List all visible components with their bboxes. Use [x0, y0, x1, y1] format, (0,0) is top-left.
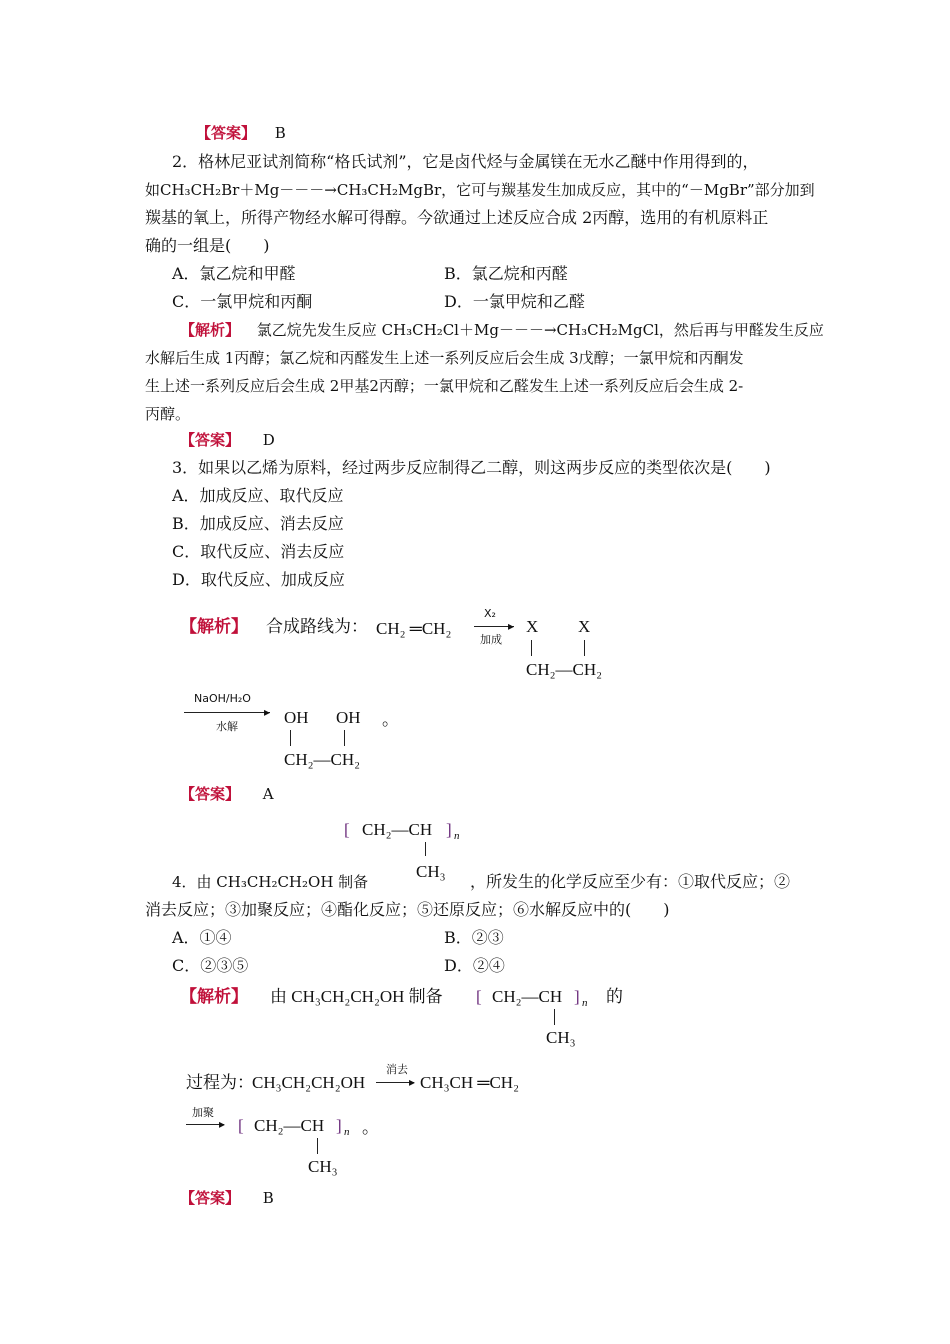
q3-route-label: 合成路线为： — [266, 617, 368, 636]
polymer-methyl: CH₃ — [546, 1028, 576, 1047]
hydroxyl-right: OH — [336, 708, 361, 727]
propene-formula: CH₃CH ═CH₂ — [420, 1073, 519, 1092]
arrow2-condition: 加聚 — [192, 1106, 214, 1119]
q1-answer: B — [274, 124, 286, 142]
q3-answer: A — [262, 785, 274, 803]
arrow2-head: ▸ — [264, 705, 271, 719]
q2-option-d: D．一氯甲烷和乙醛 — [444, 292, 585, 311]
q3-option-b: B．加成反应、消去反应 — [172, 514, 344, 533]
q2-analysis-text1: 氯乙烷先发生反应 CH₃CH₂Cl＋Mg－－－→CH₃CH₂MgCl，然后再与甲醛发生反应 — [256, 321, 824, 339]
propanol-formula: CH₃CH₂CH₂OH — [252, 1073, 366, 1092]
q2-option-b: B．氯乙烷和丙醛 — [444, 264, 568, 283]
analysis-tag: 【解析】 — [180, 987, 248, 1007]
polymer-main-chain: CH₂—CH — [492, 987, 563, 1006]
halogen-right: X — [578, 617, 591, 636]
answer-tag: 【答案】 — [180, 431, 241, 449]
q2-stem-line2: 如CH₃CH₂Br＋Mg－－－→CH₃CH₂MgBr，它可与羰基发生加成反应，其中的“－MgBr”部分加到 — [145, 181, 815, 199]
q2-answer-line — [180, 430, 275, 450]
arrow2-reagent: NaOH/H₂O — [194, 692, 251, 705]
polymer-bracket-right: ] — [446, 820, 452, 839]
arrow2-line — [184, 712, 270, 713]
q2-analysis-line2: 水解后生成 1丙醇；氯乙烷和丙醛发生上述一系列反应后会生成 3戊醇；一氯甲烷和丙酮发 — [145, 349, 744, 367]
polymer-degree: n — [454, 830, 460, 842]
q3-analysis-tag-line — [180, 617, 248, 637]
q4-analysis-from: 由 CH₃CH₂CH₂OH 制备 — [270, 987, 443, 1006]
bond-right — [584, 640, 585, 656]
q3-answer-line — [180, 784, 274, 804]
arrow1-reagent: X₂ — [484, 607, 496, 620]
q3-option-c: C．取代反应、消去反应 — [172, 542, 345, 561]
polymer-methyl: CH₃ — [308, 1157, 338, 1176]
q3-stem: 3．如果以乙烯为原料，经过两步反应制得乙二醇，则这两步反应的类型依次是( ) — [172, 458, 771, 477]
q3-option-a: A．加成反应、取代反应 — [172, 486, 344, 505]
arrow2-condition: 水解 — [216, 720, 238, 733]
q2-analysis-line4: 丙醇。 — [145, 405, 191, 423]
halogen-left: X — [526, 617, 539, 636]
q2-analysis-line1 — [180, 320, 824, 340]
polymer-branch-bond — [317, 1138, 318, 1154]
dihalide-chain: CH₂—CH₂ — [526, 660, 603, 679]
polymer-bracket-left: [ — [238, 1116, 244, 1135]
polymer-bracket-right: ] — [574, 987, 580, 1006]
q4-option-a: A．①④ — [172, 928, 232, 947]
q4-stem-part1: 4．由 CH₃CH₂CH₂OH 制备 — [172, 873, 369, 891]
q4-stem-part2: ，所发生的化学反应至少有：①取代反应；② — [470, 872, 791, 891]
arrow1-condition: 消去 — [386, 1063, 408, 1076]
bond-left — [290, 730, 291, 746]
end-mark: 。 — [362, 1118, 379, 1137]
answer-tag: 【答案】 — [196, 124, 257, 142]
q4-stem-line2: 消去反应；③加聚反应；④酯化反应；⑤还原反应；⑥水解反应中的( ) — [145, 900, 670, 919]
q2-stem-line4: 确的一组是( ) — [145, 236, 270, 255]
q4-option-b: B．②③ — [444, 928, 504, 947]
bond-left — [531, 640, 532, 656]
arrow1-head: ▸ — [409, 1075, 416, 1089]
bond-right — [344, 730, 345, 746]
arrow2-head: ▸ — [219, 1117, 226, 1131]
q4-analysis-tag-line — [180, 987, 248, 1007]
q2-stem-line3: 羰基的氧上，所得产物经水解可得醇。今欲通过上述反应合成 2丙醇，选用的有机原料正 — [145, 208, 769, 227]
analysis-tag: 【解析】 — [180, 321, 241, 339]
q2-analysis-line3: 生上述一系列反应后会生成 2甲基2丙醇；一氯甲烷和乙醛发生上述一系列反应后会生成 2- — [145, 377, 744, 395]
answer-tag: 【答案】 — [180, 1189, 241, 1207]
hydroxyl-left: OH — [284, 708, 309, 727]
diol-chain: CH₂—CH₂ — [284, 750, 361, 769]
q1-answer-line — [196, 123, 286, 143]
q4-option-c: C．②③⑤ — [172, 956, 249, 975]
polymer-degree: n — [582, 997, 588, 1009]
arrow1-head: ▸ — [508, 619, 515, 633]
polymer-branch-bond — [554, 1009, 555, 1025]
q4-option-d: D．②④ — [444, 956, 505, 975]
polymer-bracket-left: [ — [476, 987, 482, 1006]
q4-process-label: 过程为： — [186, 1073, 254, 1092]
polymer-methyl: CH₃ — [416, 862, 446, 881]
polymer-degree: n — [344, 1126, 350, 1138]
q4-analysis-of: 的 — [606, 987, 623, 1006]
q3-option-d: D．取代反应、加成反应 — [172, 570, 345, 589]
q4-answer-line — [180, 1188, 274, 1208]
analysis-tag: 【解析】 — [180, 617, 248, 637]
q4-answer: B — [262, 1189, 274, 1207]
polymer-bracket-left: [ — [344, 820, 350, 839]
answer-tag: 【答案】 — [180, 785, 241, 803]
q2-stem-line1: 2．格林尼亚试剂简称“格氏试剂”，它是卤代烃与金属镁在无水乙醚中作用得到的， — [172, 152, 759, 171]
q2-option-a: A．氯乙烷和甲醛 — [172, 264, 296, 283]
arrow1-condition: 加成 — [480, 633, 502, 646]
polymer-main-chain: CH₂—CH — [254, 1116, 325, 1135]
polymer-bracket-right: ] — [336, 1116, 342, 1135]
q2-answer: D — [262, 431, 275, 449]
polymer-main-chain: CH₂—CH — [362, 820, 433, 839]
q2-option-c: C．一氯甲烷和丙酮 — [172, 292, 313, 311]
ethene-formula: CH₂ ═CH₂ — [376, 619, 452, 638]
end-mark: 。 — [382, 710, 399, 729]
polymer-branch-bond — [425, 842, 426, 856]
